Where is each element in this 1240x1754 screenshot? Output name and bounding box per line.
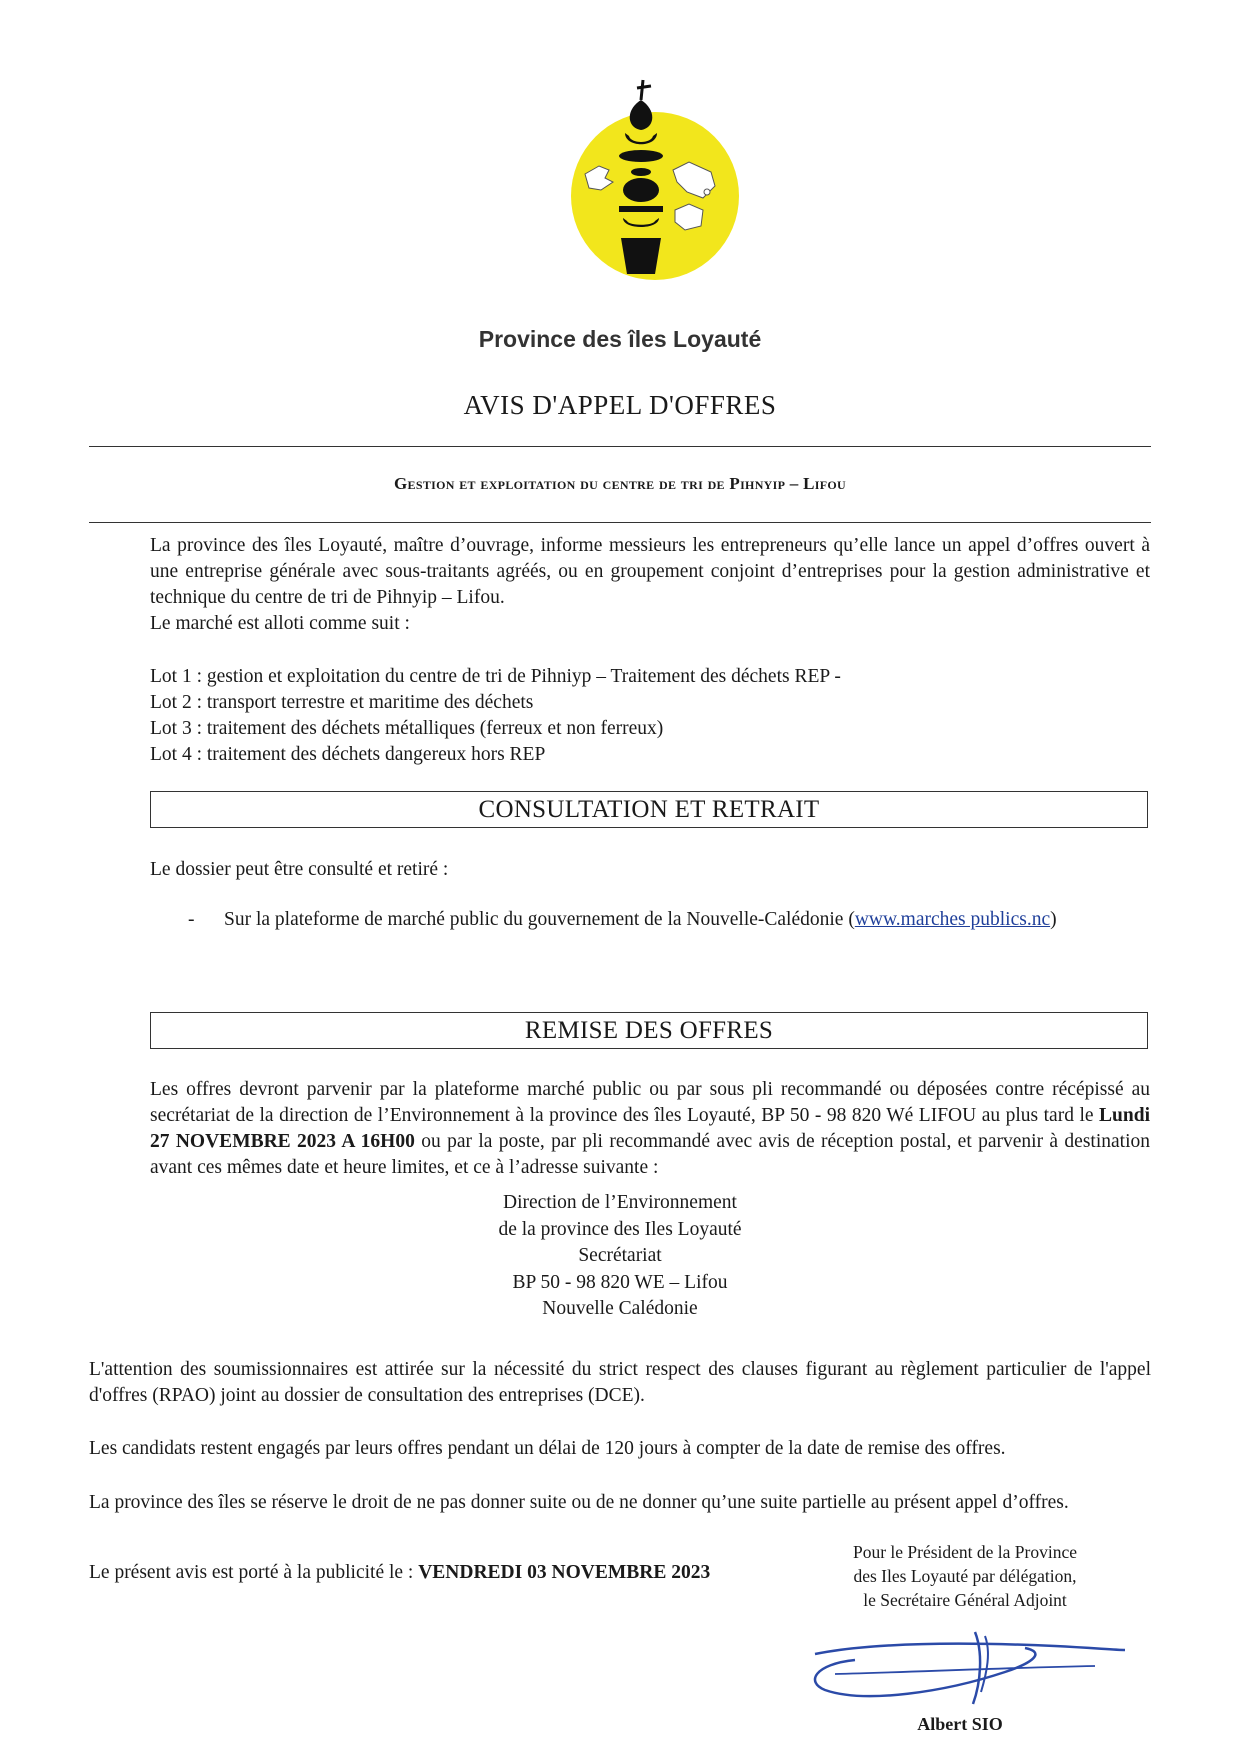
publication-date: VENDREDI 03 NOVEMBRE 2023 [418,1562,711,1583]
signature-line-3: le Secrétaire Général Adjoint [863,1590,1067,1610]
deadline: Lundi 27 NOVEMBRE 2023 A 16H00 [150,1105,1150,1152]
divider-bottom [89,522,1151,523]
handwritten-signature [795,1612,1135,1722]
signature-line-2: des Iles Loyauté par délégation, [853,1566,1077,1586]
bullet-text-body: Sur la plateforme de marché public du gouvernement de la Nouvelle-Calédonie ( [224,909,855,930]
allotment-line: Le marché est alloti comme suit : [150,613,410,634]
bullet-dash: - [188,909,195,930]
province-name: Province des îles Loyauté [478,326,762,352]
marches-publics-link[interactable]: www.marches publics.nc [854,909,1051,930]
address-line: Nouvelle Calédonie [542,1298,698,1319]
remise-heading: REMISE DES OFFRES [150,1012,1148,1049]
signer-name: Albert SIO [917,1714,1003,1734]
address-line: Secrétariat [578,1245,662,1266]
remise-paragraph [150,1077,1150,1181]
lot-item: Lot 2 : transport terrestre et maritime des déchets [150,692,534,713]
attention-paragraph: L'attention des soumissionnaires est attirée sur la nécessité du strict respect des clauses figurant au règlement particulier de l'appel d'offres (RPAO) joint au dossier de consultation des entreprises (DCE). [89,1359,1151,1406]
remise-text-before: Les offres devront parvenir par la plateforme marché public ou par sous pli recommandé ou déposées contre récépissé au secrétariat de la direction de l’Environnement à la province des îles Loyauté, BP 50 - 98 820 Wé LIFOU au plus tard le [150,1079,1150,1126]
reserve-paragraph: La province des îles se réserve le droit de ne pas donner suite ou de ne donner qu’une suite partielle au présent appel d’offres. [89,1492,1069,1513]
lot-item: Lot 1 : gestion et exploitation du centre de tri de Pihniyp – Traitement des déchets REP - [150,666,841,687]
signature-block [800,1540,1130,1612]
delivery-address [0,1190,1240,1323]
address-line: BP 50 - 98 820 WE – Lifou [512,1271,728,1293]
validity-paragraph: Les candidats restent engagés par leurs offres pendant un délai de 120 jours à compter de la date de remise des offres. [89,1438,1006,1459]
document-title: AVIS D'APPEL D'OFFRES [463,390,777,420]
remise-text-after: ou par la poste, par pli recommandé avec avis de réception postal, et parvenir à destination avant ces mêmes date et heure limites, et ce à l’adresse suivante : [150,1131,1151,1178]
subject-line: Gestion et exploitation du centre de tri de Pihnyip – Lifou [394,474,846,493]
consultation-heading: CONSULTATION ET RETRAIT [150,791,1148,828]
lots-list [150,664,1150,768]
lot-item: Lot 4 : traitement des déchets dangereux hors REP [150,744,546,765]
publication-label: Le présent avis est porté à la publicité le : [89,1562,419,1583]
lot-item: Lot 3 : traitement des déchets métalliques (ferreux et non ferreux) [150,718,664,739]
signature-line-1: Pour le Président de la Province [852,1542,1078,1562]
address-line: de la province des Iles Loyauté [498,1218,742,1240]
intro-paragraph: La province des îles Loyauté, maître d’ouvrage, informe messieurs les entrepreneurs qu’elle lance un appel d’offres ouvert à une entreprise générale avec sous-traitants agréés, ou en groupement conjoint d’entreprises pour la gestion administrative et technique du centre de tri de Pihnyip – Lifou. [150,535,1150,608]
consultation-intro: Le dossier peut être consulté et retiré : [150,859,449,880]
bullet-text [224,907,1104,933]
province-logo [555,78,755,310]
divider-top [89,446,1151,447]
address-line: Direction de l’Environnement [503,1192,737,1213]
publication-line [89,1560,710,1586]
bullet-text-close: ) [1050,909,1057,930]
